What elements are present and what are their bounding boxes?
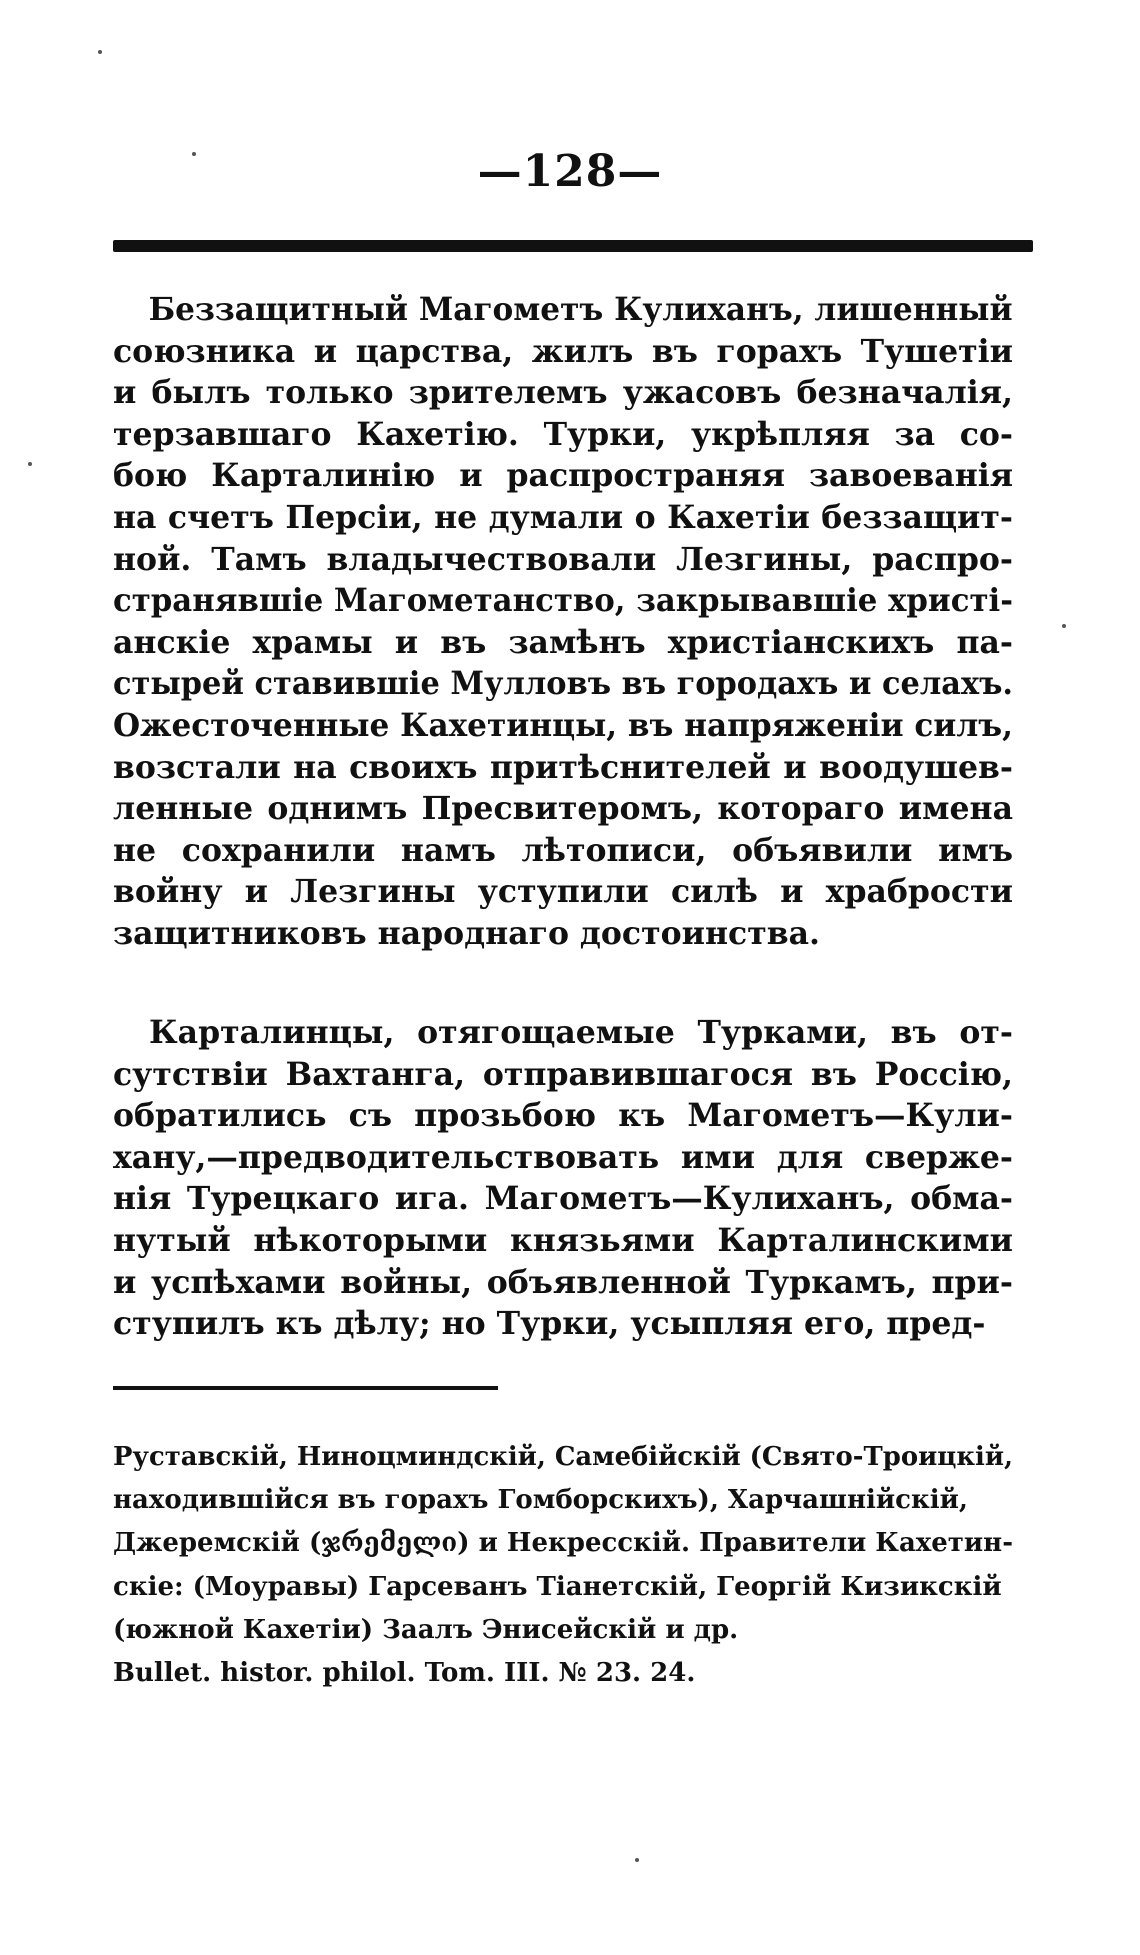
text-line: Ожесточенные Кахетинцы, въ напряженіи силъ,	[113, 706, 1013, 744]
footnote-line: Руставскій, Ниноцминдскій, Самебійскій (Свято-Троицкій,	[113, 1442, 1013, 1472]
text-line: бою Карталинію и распространяя завоеванія	[113, 457, 1013, 495]
paragraph-2	[113, 1012, 1013, 1345]
text-line: союзника и царства, жилъ въ горахъ Тушетіи	[113, 332, 1013, 370]
text-line: нутый нѣкоторыми князьями Карталинскими	[113, 1221, 1013, 1259]
footnote-rule	[113, 1386, 498, 1390]
text-line: и былъ только зрителемъ ужасовъ безначалія,	[113, 374, 1013, 412]
scan-speck	[98, 50, 102, 54]
footnotes	[113, 1436, 1013, 1695]
text-line: ной. Тамъ владычествовали Лезгины, распро-	[113, 540, 1013, 578]
footnote-line: (южной Кахетіи) Заалъ Энисейскій и др.	[113, 1614, 739, 1645]
scan-speck	[1062, 624, 1066, 628]
text-line: Карталинцы, отягощаемые Турками, въ от-	[149, 1014, 1013, 1051]
text-line: на счетъ Персіи, не думали о Кахетіи беззащит-	[113, 498, 1013, 536]
text-line: не сохранили намъ лѣтописи, объявили имъ	[113, 831, 1013, 869]
text-line: анскіе храмы и въ замѣнъ христіанскихъ па-	[113, 623, 1013, 661]
scan-speck	[635, 1858, 639, 1862]
page-number: —128—	[477, 146, 663, 197]
scan-speck	[28, 462, 32, 466]
scan-speck	[192, 152, 196, 156]
header-rule	[113, 240, 1033, 252]
text-line: и успѣхами войны, объявленной Туркамъ, при-	[113, 1263, 1013, 1301]
text-line: ступилъ къ дѣлу; но Турки, усыпляя его, пред-	[113, 1305, 986, 1343]
text-line: стырей ставившіе Мулловъ въ городахъ и селахъ.	[113, 665, 1013, 703]
text-line: странявшіе Магометанство, закрывавшіе христі-	[113, 582, 1013, 620]
text-line: войну и Лезгины уступили силѣ и храбрости	[113, 873, 1013, 911]
text-line: терзавшаго Кахетію. Турки, укрѣпляя за со-	[113, 415, 1013, 453]
footnote-line: Джеремскій (ჯრემელი) и Некресскій. Правители Кахетин-	[113, 1528, 1013, 1559]
text-line: возстали на своихъ притѣснителей и воодушев-	[113, 748, 1013, 786]
text-line: сутствіи Вахтанга, отправившагося въ Россію,	[113, 1055, 1013, 1093]
footnote-line: находившійся въ горахъ Гомборскихъ), Харчашнійскій,	[113, 1485, 968, 1516]
paragraph-1	[113, 289, 1013, 955]
footnote-citation: Bullet. histor. philol. Tom. III. № 23. 24.	[113, 1658, 696, 1689]
text-line: обратились съ прозьбою къ Магометъ—Кули-	[113, 1097, 1013, 1135]
text-line: защитниковъ народнаго достоинства.	[113, 914, 821, 952]
footnote-line: скіе: (Моуравы) Гарсеванъ Тіанетскій, Георгій Кизикскій	[113, 1571, 1002, 1602]
text-line: хану,—предводительствовать ими для сверже-	[113, 1138, 1013, 1176]
text-line: Беззащитный Магометъ Кулиханъ, лишенный	[148, 291, 1013, 328]
text-line: нія Турецкаго ига. Магометъ—Кулиханъ, обма-	[113, 1180, 1013, 1218]
text-line: ленные однимъ Пресвитеромъ, котораго имена	[113, 790, 1013, 828]
